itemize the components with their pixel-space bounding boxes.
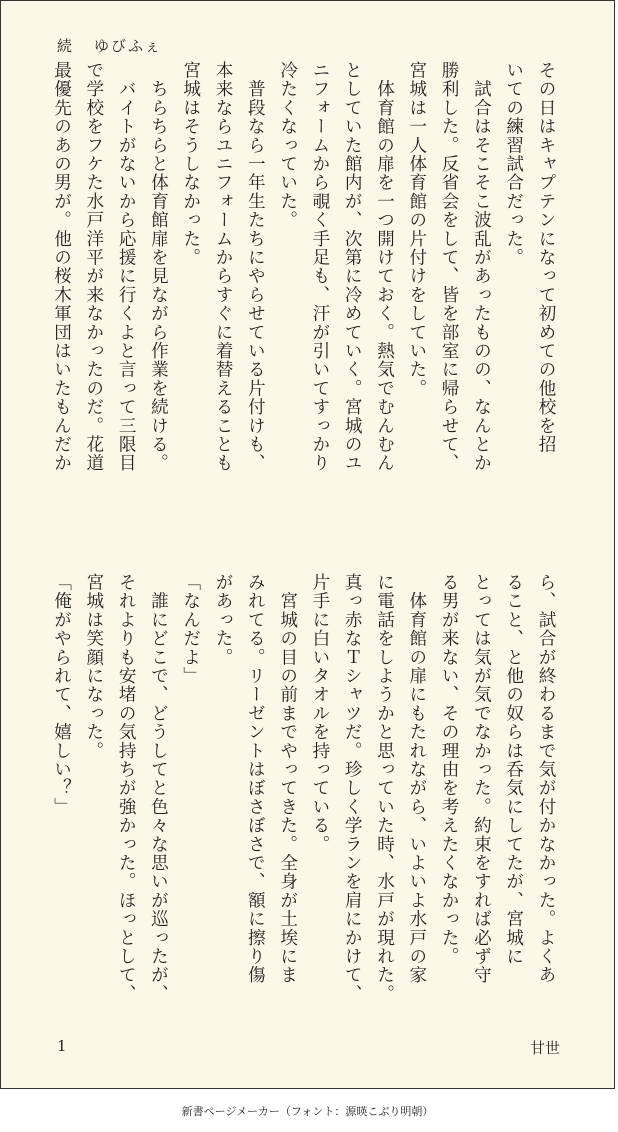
text-block-top	[52, 61, 562, 521]
text-line: 本来ならユニフォームからすぐに着替えることも	[213, 61, 234, 473]
text-line: 宮城は笑顔になった。	[83, 573, 104, 760]
text-line: 「俺がやられて、嬉しい？」	[52, 573, 72, 817]
header-title: 続	[57, 37, 75, 55]
text-line: その日はキャプテンになって初めての他校を招	[536, 61, 556, 454]
text-line: 体育館の扉にもたれながら、いよいよ水戸の家	[406, 573, 427, 985]
text-line: としていた館内が、次第に冷めていく。宮城のユ	[342, 61, 363, 473]
text-line: で学校をフケた水戸洋平が来なかったのだ。花道	[83, 61, 104, 473]
text-line: 宮城はそうしなかった。	[180, 61, 201, 267]
credit-line: 新書ページメーカー（フォント：源暎こぶり明朝）	[181, 1105, 434, 1118]
text-line: る男が来ない、その理由を考えたくなかった。	[439, 573, 460, 966]
text-line: ニフォームから覗く手足も、汗が引いてすっかり	[309, 61, 330, 473]
text-line: 「なんだよ」	[180, 573, 201, 686]
text-line: 冷たくなっていた。	[277, 61, 298, 230]
text-line: 体育館の扉を一つ開けておく。熱気でむんむん	[374, 61, 395, 473]
header-author: ゆびふぇ	[94, 37, 163, 55]
text-line: 宮城の目の前までやってきた。全身が土埃にま	[277, 573, 298, 985]
text-line: 宮城は一人体育館の片付けをしていた。	[406, 61, 427, 398]
text-line: みれてる。リーゼントはぼさぼさで、額に擦り傷	[245, 573, 266, 985]
text-line: バイトがないから応援に行くよと言って三限目	[116, 61, 137, 473]
text-line: 試合はそこそこ波乱があったものの、なんとか	[471, 61, 492, 473]
text-line: とっては気が気でなかった。約束をすれば必ず守	[471, 573, 492, 985]
text-line: 真っ赤なＴシャツだ。珍しく学ランを肩にかけて、	[342, 573, 363, 1004]
page-number: 1	[57, 1037, 67, 1055]
text-line: 片手に白いタオルを持っている。	[309, 573, 330, 854]
text-line: それよりも安堵の気持ちが強かった。ほっとして、	[116, 573, 137, 1004]
text-block-bottom	[52, 573, 562, 1013]
footer-author: 甘世	[529, 1039, 560, 1057]
text-line: があった。	[213, 573, 234, 667]
text-line: いての練習試合だった。	[503, 61, 524, 267]
text-line: ること、と他の奴らは呑気にしてたが、宮城に	[503, 573, 524, 966]
text-line: 誰にどこで、どうしてと色々な思いが巡ったが、	[148, 573, 169, 1004]
text-line: ら、試合が終わるまで気が付かなかった。よくあ	[536, 573, 556, 985]
page-header	[57, 35, 162, 56]
text-line: 普段なら一年生たちにやらせている片付けも、	[245, 61, 266, 473]
text-line: 最優先のあの男が。他の桜木軍団はいたもんだか	[52, 61, 72, 473]
text-line: ちらちらと体育館扉を見ながら作業を続ける。	[148, 61, 169, 473]
text-line: に電話をしようかと思っていた時、水戸が現れた。	[374, 573, 395, 1004]
text-line: 勝利した。反省会をして、皆を部室に帰らせて、	[439, 61, 460, 473]
